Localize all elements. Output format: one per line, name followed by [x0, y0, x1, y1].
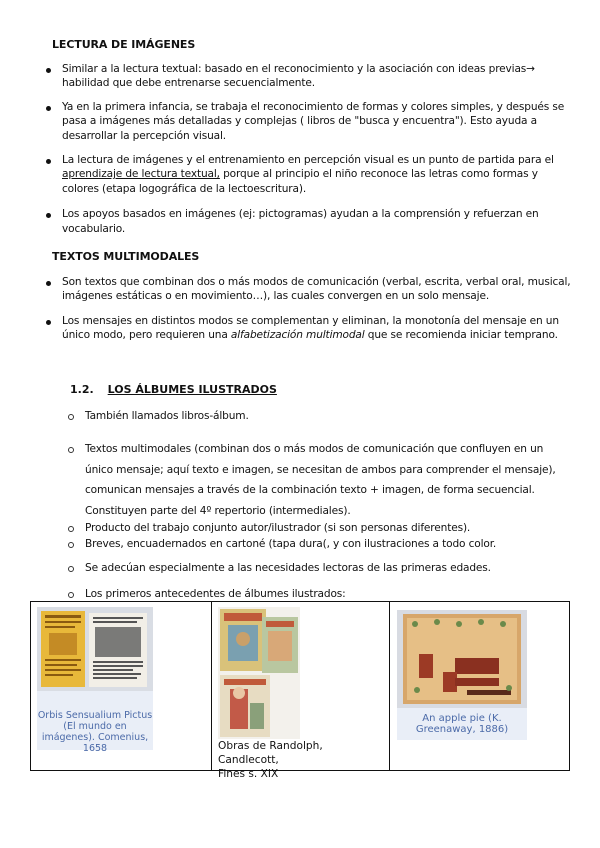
- circle-bullet-icon: [68, 526, 74, 532]
- list-item: [46, 62, 574, 91]
- bullet-icon: [46, 281, 51, 286]
- list-item-text: Los apoyos basados en imágenes (ej: pictogramas) ayudan a la comprensión y refuerzan en vocabulario.: [62, 208, 539, 235]
- circle-bullet-icon: [68, 592, 74, 598]
- list-item-text: Ya en la primera infancia, se trabaja el reconocimiento de formas y colores simples, y después se pasa a imágenes más detalladas y complejas ( libros de "busca y encuentra"). Esto ayuda a desarrollar la percepción visual.: [62, 100, 565, 142]
- circle-bullet-icon: [68, 414, 74, 420]
- list-item: [68, 587, 568, 601]
- list-item-text: porque al principio el niño reconoce las letras como formas y colores (etapa logográfica de la lectoescritura).: [62, 168, 538, 195]
- table-cell-orbis: [31, 602, 211, 770]
- list-item-text: Producto del trabajo conjunto autor/ilustrador (si son personas diferentes).: [85, 522, 471, 534]
- table-cell-apple-pie: [389, 602, 569, 770]
- list-item: [68, 439, 568, 521]
- table-cell-caldecott: [211, 602, 389, 780]
- images-table: [30, 601, 570, 780]
- bullet-icon: [46, 106, 51, 111]
- caption-orbis: Orbis Sensualium Pictus (El mundo en imágenes). Comenius, 1658: [37, 710, 153, 754]
- list-item-text: que se recomienda iniciar temprano.: [364, 329, 558, 342]
- caldecott-books-image: [218, 607, 300, 739]
- underlined-term: aprendizaje de lectura textual,: [62, 168, 220, 181]
- list-item-text: Se adecúan especialmente a las necesidades lectoras de las primeras edades.: [85, 562, 491, 574]
- list-item-text: Los mensajes en distintos modos se complementan y eliminan, la monotonía del mensaje en un único modo, pero requieren una: [62, 314, 559, 342]
- list-item-text: Textos multimodales (combinan dos o más modos de comunicación que confluyen en un único mensaje; aquí texto e imagen, se necesitan de ambos para comprender el mensaje), comunican mensajes a través de la combinación texto + imagen, de forma secuencial. Constituyen parte del 4º repertorio (intermediales).: [85, 443, 556, 517]
- list-item-text: Breves, encuadernados en cartoné (tapa dura(, y con ilustraciones a todo color.: [85, 538, 497, 550]
- apple-pie-book-image: [397, 610, 527, 708]
- list-item: [68, 537, 568, 551]
- circle-bullet-icon: [68, 566, 74, 572]
- list-item: [46, 100, 574, 143]
- heading-lectura-imagenes: LECTURA DE IMÁGENES: [52, 38, 196, 51]
- orbis-book-image: [37, 607, 153, 691]
- list-item: [68, 409, 568, 423]
- list-item-text: Los primeros antecedentes de álbumes ilustrados:: [85, 588, 346, 600]
- list-item: [46, 314, 574, 343]
- caption-apple-pie: An apple pie (K. Greenaway, 1886): [415, 713, 509, 735]
- section-title-albumes: [70, 383, 277, 396]
- list-item-text: También llamados libros-álbum.: [85, 410, 249, 422]
- list-item-text: Son textos que combinan dos o más modos de comunicación (verbal, escrita, verbal oral, musical, imágenes estáticas o en movimiento…), las cuales convergen en un solo mensaje.: [62, 276, 571, 303]
- bullet-list-lectura: [46, 62, 574, 244]
- bullet-icon: [46, 68, 51, 73]
- section-number: 1.2.: [70, 383, 94, 396]
- bullet-icon: [46, 320, 51, 325]
- caption-caldecott: [218, 739, 386, 781]
- heading-textos-multimodales: TEXTOS MULTIMODALES: [52, 250, 200, 263]
- list-item-text: Similar a la lectura textual: basado en el reconocimiento y la asociación con ideas previas→ habilidad que debe entrenarse secuencialmente.: [62, 63, 535, 90]
- list-item: [46, 275, 574, 304]
- list-item: [46, 207, 574, 236]
- list-item: [46, 153, 574, 196]
- circle-bullet-icon: [68, 447, 74, 453]
- italic-term: alfabetización multimodal: [230, 329, 365, 342]
- caption-line: Fines s. XIX: [218, 768, 279, 780]
- bullet-list-multimodales: [46, 275, 574, 351]
- list-item: [68, 561, 568, 575]
- caption-line: Obras de Randolph, Candlecott,: [218, 740, 323, 766]
- bullet-icon: [46, 213, 51, 218]
- circle-bullet-icon: [68, 542, 74, 548]
- list-item: [68, 521, 568, 535]
- circle-list-albumes: [68, 409, 568, 601]
- bullet-icon: [46, 159, 51, 164]
- section-title-text: LOS ÁLBUMES ILUSTRADOS: [107, 383, 277, 396]
- list-item-text: La lectura de imágenes y el entrenamiento en percepción visual es un punto de partida para el: [62, 154, 554, 167]
